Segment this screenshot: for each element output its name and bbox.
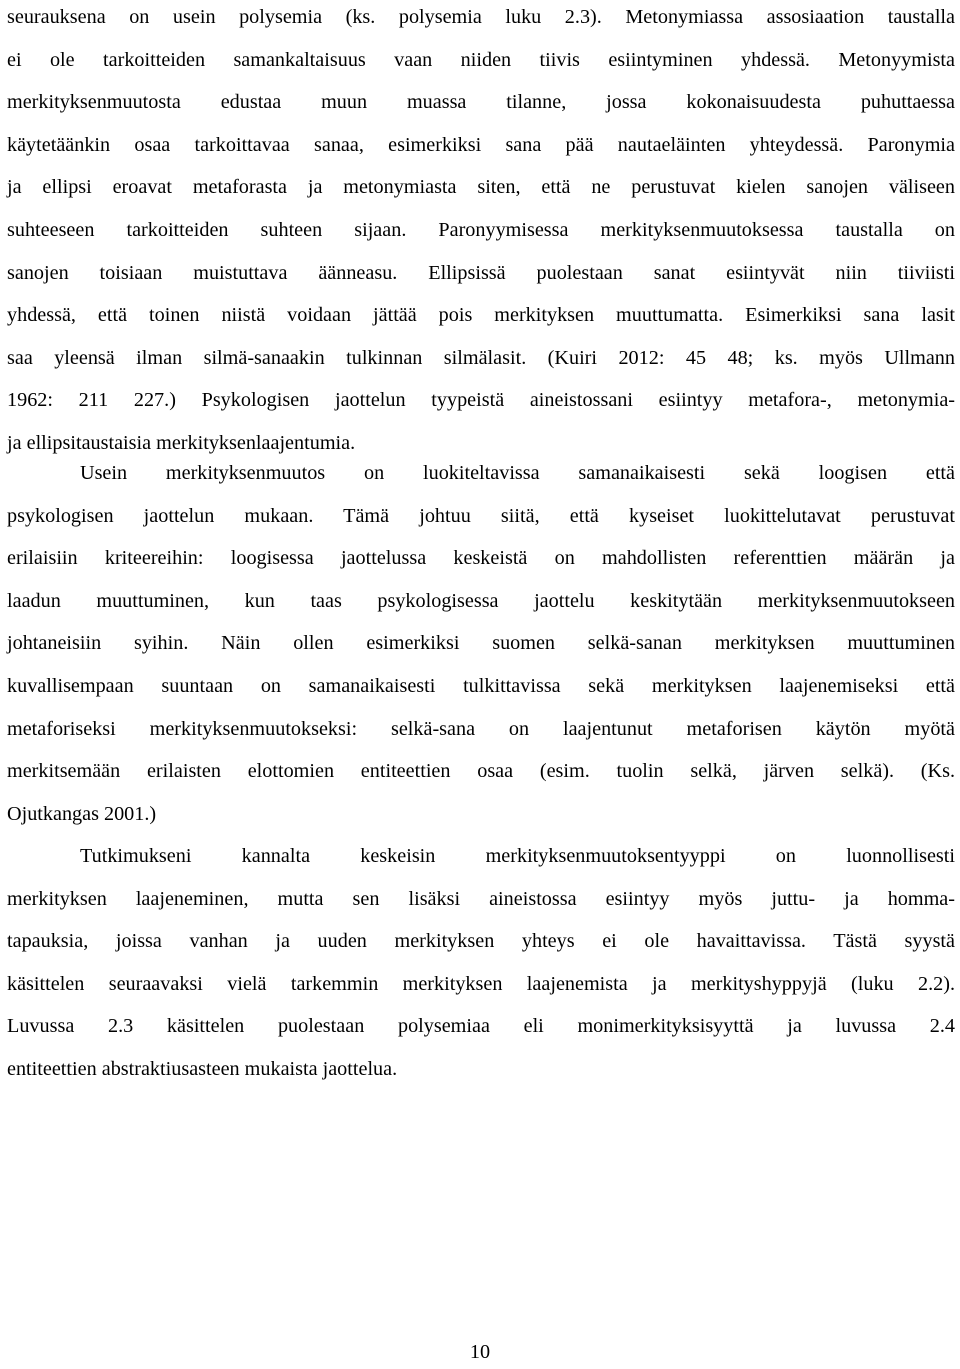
text-line: käytetäänkin osaa tarkoittavaa sanaa, esimerkiksi sana pää nautaeläinten yhteydessä. Paronymia [7, 133, 955, 156]
text-line: suhteeseen tarkoitteiden suhteen sijaan. Paronyymisessa merkityksenmuutoksessa taustalla on [7, 218, 955, 241]
text-line: seurauksena on usein polysemia (ks. polysemia luku 2.3). Metonymiassa assosiaation taustalla [7, 6, 955, 28]
text-line: sanojen toisiaan muistuttava äänneasu. Ellipsissä puolestaan sanat esiintyvät niin tiiviisti [7, 261, 955, 284]
paragraph-logical-psychological-classification [7, 456, 955, 839]
text-line: kuvallisempaan suuntaan on samanaikaisesti tulkittavissa sekä merkityksen laajenemiseksi että [7, 674, 955, 697]
text-line: ei ole tarkoitteiden samankaltaisuus vaan niiden tiivis esiintyminen yhdessä. Metonyymista [7, 48, 955, 71]
text-line: Ojutkangas 2001.) [7, 802, 157, 825]
text-line: Luvussa 2.3 käsittelen puolestaan polysemiaa eli monimerkityksisyyttä ja luvussa 2.4 [7, 1015, 955, 1038]
text-line: 1962: 211 227.) Psykologisen jaottelun tyypeistä aineistossani esiintyy metafora-, metonymia- [7, 389, 955, 412]
text-line: johtaneisiin syihin. Näin ollen esimerkiksi suomen selkä-sanan merkityksen muuttuminen [7, 632, 955, 655]
text-line: Tutkimukseni kannalta keskeisin merkityksenmuutoksentyyppi on luonnollisesti [80, 845, 955, 867]
text-line: Usein merkityksenmuutos on luokiteltavissa samanaikaisesti sekä loogisen että [80, 462, 955, 484]
text-line: entiteettien abstraktiusasteen mukaista jaottelua. [7, 1057, 398, 1080]
text-line: merkityksenmuutosta edustaa muun muassa tilanne, jossa kokonaisuudesta puhuttaessa [7, 91, 955, 114]
text-line: psykologisen jaottelun mukaan. Tämä johtuu siitä, että kyseiset luokittelutavat perustuvat [7, 504, 955, 527]
text-line: ja ellipsi eroavat metaforasta ja metonymiasta siten, että ne perustuvat kielen sanojen väliseen [7, 176, 955, 199]
page-number: 10 [469, 1341, 491, 1363]
paragraph-metonymy-paronymy-ellipsis [7, 0, 955, 469]
text-line: laadun muuttuminen, kun taas psykologisessa jaottelu keskitytään merkityksenmuutokseen [7, 589, 955, 612]
text-line: käsittelen seuraavaksi vielä tarkemmin merkityksen laajenemista ja merkityshyppyjä (luku 2.2). [7, 972, 955, 995]
text-line: yhdessä, että toinen niistä voidaan jättää pois merkityksen muuttumatta. Esimerkiksi sana lasit [7, 304, 955, 327]
text-line: erilaisiin kriteereihin: loogisessa jaottelussa keskeistä on mahdollisten referenttien määrän ja [7, 547, 955, 570]
text-line: saa yleensä ilman silmä-sanaakin tulkinnan silmälasit. (Kuiri 2012: 45 48; ks. myös Ullmann [7, 346, 955, 369]
paragraph-research-focus [7, 839, 955, 1095]
text-line: ja ellipsitaustaisia merkityksenlaajentumia. [7, 431, 356, 454]
text-line: tapauksia, joissa vanhan ja uuden merkityksen yhteys ei ole havaittavissa. Tästä syystä [7, 930, 955, 953]
text-line: metaforiseksi merkityksenmuutokseksi: selkä-sana on laajentunut metaforisen käytön myötä [7, 717, 955, 740]
text-line: merkityksen laajeneminen, mutta sen lisäksi aineistossa esiintyy myös juttu- ja homma- [7, 887, 955, 910]
text-line: merkitsemään erilaisten elottomien entiteettien osaa (esim. tuolin selkä, järven selkä). (Ks. [7, 760, 955, 783]
